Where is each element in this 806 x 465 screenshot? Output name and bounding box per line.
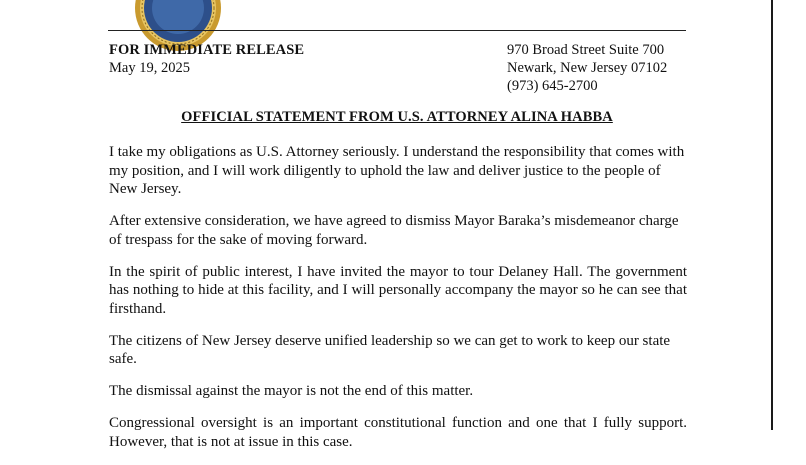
paragraph-not-the-end: The dismissal against the mayor is not the end of this matter. [109,383,474,399]
release-block [109,41,304,77]
header-rule [108,30,686,31]
address-line-1: 970 Broad Street Suite 700 [507,42,665,58]
paragraph-dismissal-decision: After extensive consideration, we have agreed to dismiss Mayor Baraka’s misdemeanor charge of trespass for the sake of moving forward. [109,213,679,248]
office-address-block [507,41,667,95]
release-label: FOR IMMEDIATE RELEASE [109,42,305,58]
statement-title: OFFICIAL STATEMENT FROM U.S. ATTORNEY ALINA HABBA [181,109,613,125]
paragraph-tour-invitation: In the spirit of public interest, I have invited the mayor to tour Delaney Hall. The government has nothing to hide at this facility, and I will personally accompany the mayor so he can see that firsthand. [109,263,687,317]
department-seal [134,0,222,18]
paragraph-obligations: I take my obligations as U.S. Attorney seriously. I understand the responsibility that comes with my position, and I will work diligently to uphold the law and deliver justice to the people of New Jersey. [109,144,685,197]
paragraph-unified-leadership: The citizens of New Jersey deserve unified leadership so we can get to work to keep our state safe. [109,332,671,367]
page-border-line [771,0,773,430]
release-date: May 19, 2025 [109,60,190,76]
office-phone: (973) 645-2700 [507,78,598,94]
paragraph-congressional-oversight: Congressional oversight is an important constitutional function and one that I fully support. However, that is not at issue in this case. [109,415,687,450]
statement-body [109,143,687,465]
address-line-2: Newark, New Jersey 07102 [507,60,668,76]
